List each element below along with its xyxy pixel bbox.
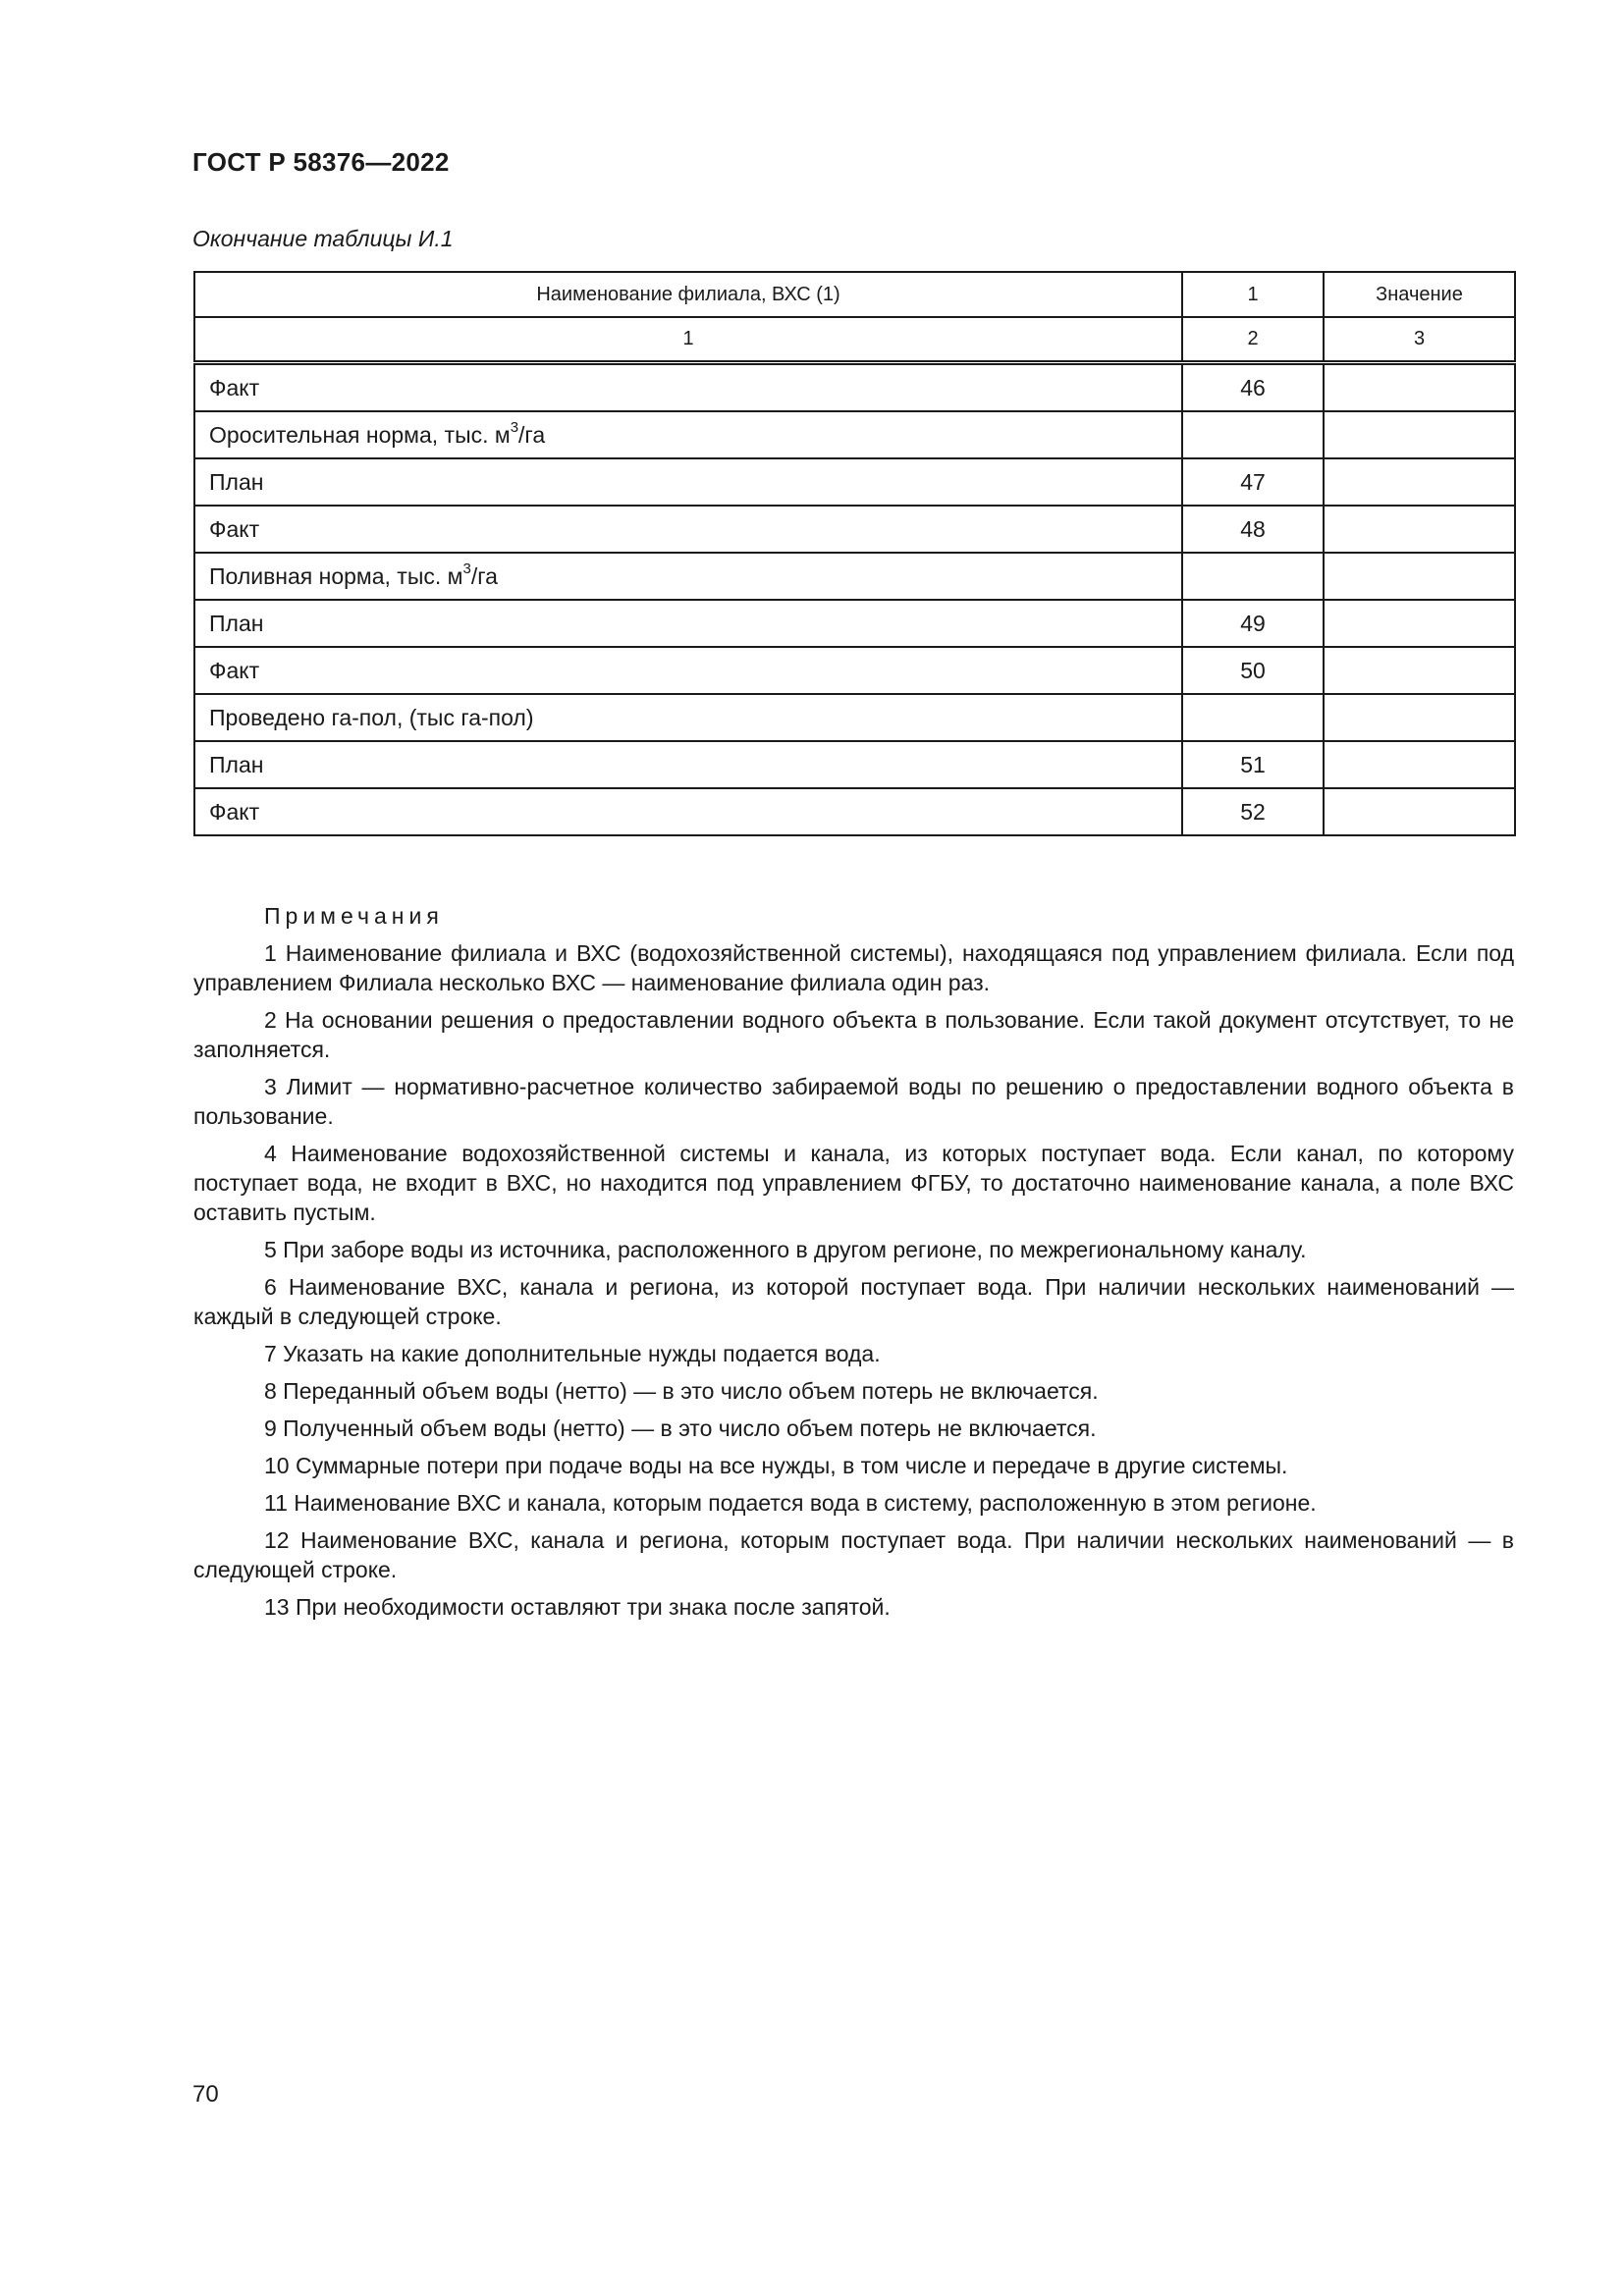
- row-label: Факт: [194, 788, 1182, 835]
- numbering-cell: 3: [1324, 317, 1515, 363]
- row-label: Факт: [194, 363, 1182, 412]
- row-value: [1324, 363, 1515, 412]
- row-value: [1324, 458, 1515, 506]
- row-label: Проведено га-пол, (тыс га-пол): [194, 694, 1182, 741]
- row-code: [1182, 694, 1324, 741]
- note-item: 5 При заборе воды из источника, расположенного в другом регионе, по межрегиональному каналу.: [264, 1237, 1307, 1262]
- row-value: [1324, 694, 1515, 741]
- row-code: 50: [1182, 647, 1324, 694]
- row-code: 49: [1182, 600, 1324, 647]
- table-numbering-row: [194, 317, 1515, 363]
- note-item: 12 Наименование ВХС, канала и региона, которым поступает вода. При наличии нескольких наименований — в следующей строке.: [193, 1527, 1514, 1582]
- table-caption: Окончание таблицы И.1: [192, 226, 454, 251]
- row-label: План: [194, 741, 1182, 788]
- row-value: [1324, 600, 1515, 647]
- table-row: [194, 788, 1515, 835]
- note-item: 11 Наименование ВХС и канала, которым подается вода в систему, расположенную в этом регионе.: [264, 1490, 1317, 1516]
- notes-section: [193, 901, 1514, 1629]
- row-label: Поливная норма, тыс. $м^3/га$: [194, 553, 1182, 600]
- table-row: [194, 553, 1515, 600]
- row-value: [1324, 411, 1515, 458]
- row-code: 47: [1182, 458, 1324, 506]
- row-label: Факт: [194, 647, 1182, 694]
- row-code: 46: [1182, 363, 1324, 412]
- header-cell-value: Значение: [1324, 272, 1515, 317]
- table-header-row: [194, 272, 1515, 317]
- row-code: 48: [1182, 506, 1324, 553]
- row-value: [1324, 788, 1515, 835]
- note-item: 10 Суммарные потери при подаче воды на все нужды, в том числе и передаче в другие системы.: [264, 1453, 1288, 1478]
- note-item: 6 Наименование ВХС, канала и региона, из которой поступает вода. При наличии нескольких наименований — каждый в следующей строке.: [193, 1274, 1514, 1329]
- table-row: [194, 506, 1515, 553]
- note-item: 4 Наименование водохозяйственной системы и канала, из которых поступает вода. Если канал, по которому поступает вода, не входит в ВХС, но находится под управлением ФГБУ, то достаточно наименование канала, а поле ВХС оставить пустым.: [193, 1141, 1514, 1225]
- note-item: 2 На основании решения о предоставлении водного объекта в пользование. Если такой документ отсутствует, то не заполняется.: [193, 1007, 1514, 1062]
- notes-title: Примечания: [264, 903, 444, 929]
- row-code: 51: [1182, 741, 1324, 788]
- table-row: [194, 363, 1515, 412]
- note-item: 8 Переданный объем воды (нетто) — в это число объем потерь не включается.: [264, 1378, 1099, 1404]
- row-code: [1182, 553, 1324, 600]
- row-label: План: [194, 458, 1182, 506]
- row-label: План: [194, 600, 1182, 647]
- row-value: [1324, 647, 1515, 694]
- row-value: [1324, 553, 1515, 600]
- note-item: 3 Лимит — нормативно-расчетное количество забираемой воды по решению о предоставлении водного объекта в пользование.: [193, 1074, 1514, 1129]
- row-label: Факт: [194, 506, 1182, 553]
- note-item: 1 Наименование филиала и ВХС (водохозяйственной системы), находящаяся под управлением филиала. Если под управлением Филиала несколько ВХС — наименование филиала один раз.: [193, 940, 1514, 995]
- page-number: 70: [192, 2081, 219, 2108]
- table-row: [194, 647, 1515, 694]
- document-id: ГОСТ Р 58376—2022: [192, 147, 450, 177]
- table-row: [194, 741, 1515, 788]
- header-cell-code: 1: [1182, 272, 1324, 317]
- table-row: [194, 694, 1515, 741]
- table-row: [194, 411, 1515, 458]
- row-label: Оросительная норма, тыс. $м^3/га$: [194, 411, 1182, 458]
- table-row: [194, 600, 1515, 647]
- note-item: 13 При необходимости оставляют три знака после запятой.: [264, 1594, 891, 1620]
- numbering-cell: 2: [1182, 317, 1324, 363]
- row-code: 52: [1182, 788, 1324, 835]
- row-value: [1324, 741, 1515, 788]
- note-item: 9 Полученный объем воды (нетто) — в это число объем потерь не включается.: [264, 1415, 1097, 1441]
- data-table: [193, 271, 1516, 836]
- note-item: 7 Указать на какие дополнительные нужды подается вода.: [264, 1341, 881, 1366]
- header-cell-name: Наименование филиала, ВХС (1): [194, 272, 1182, 317]
- row-value: [1324, 506, 1515, 553]
- numbering-cell: 1: [194, 317, 1182, 363]
- table-row: [194, 458, 1515, 506]
- row-code: [1182, 411, 1324, 458]
